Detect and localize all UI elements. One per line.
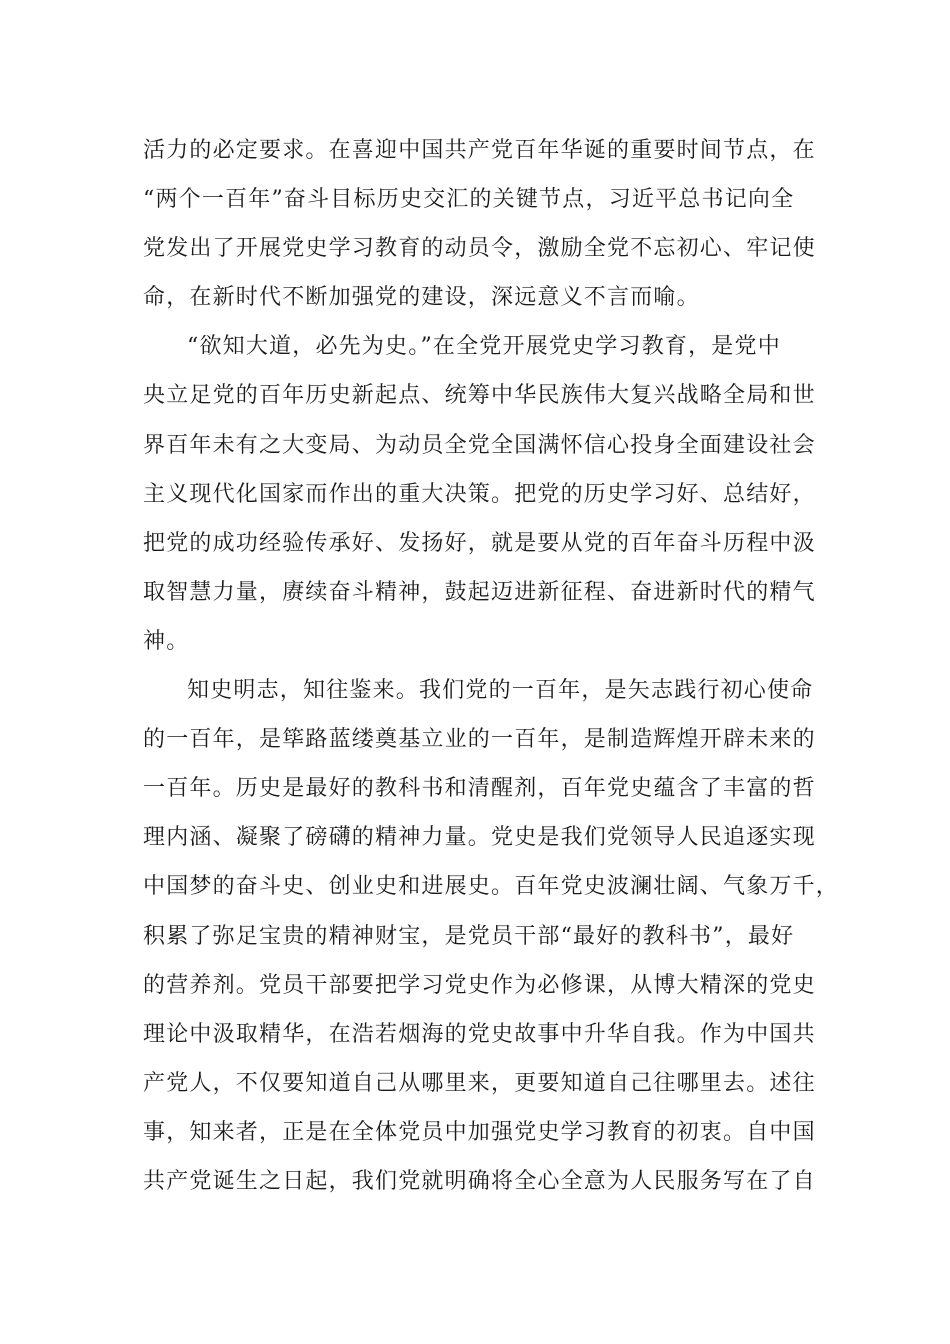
- text-line: 党发出了开展党史学习教育的动员令，激励全党不忘初心、牢记使: [143, 236, 816, 262]
- text-line: 中国梦的奋斗史、创业史和进展史。百年党史波澜壮阔、气象万千，: [143, 874, 840, 900]
- text-line: 积累了弥足宝贵的精神财宝，是党员干部“最好的教科书”，最好: [143, 923, 795, 949]
- text-line: 央立足党的百年历史新起点、统筹中华民族伟大复兴战略全局和世: [143, 383, 816, 409]
- text-line: 界百年未有之大变局、为动员全党全国满怀信心投身全面建设社会: [143, 432, 816, 458]
- text-line: 命，在新时代不断加强党的建设，深远意义不言而喻。: [143, 285, 700, 311]
- text-line: 一百年。历史是最好的教科书和清醒剂，百年党史蕴含了丰富的哲: [143, 776, 816, 802]
- text-line: 产党人，不仅要知道自己从哪里来，更要知道自己往哪里去。述往: [143, 1070, 816, 1096]
- paragraph-first-line: “欲知大道，必先为史。”在全党开展党史学习教育，是党中: [187, 334, 781, 360]
- text-line: 事，知来者，正是在全体党员中加强党史学习教育的初衷。自中国: [143, 1119, 816, 1145]
- text-line: 取智慧力量，赓续奋斗精神，鼓起迈进新征程、奋进新时代的精气: [143, 579, 816, 605]
- body-text: [143, 126, 840, 1206]
- text-line: 理论中汲取精华，在浩若烟海的党史故事中升华自我。作为中国共: [143, 1021, 816, 1047]
- paragraph-first-line: 知史明志，知往鉴来。我们党的一百年，是矢志践行初心使命: [187, 678, 814, 704]
- text-line: 的营养剂。党员干部要把学习党史作为必修课，从博大精深的党史: [143, 972, 816, 998]
- text-line: 把党的成功经验传承好、发扬好，就是要从党的百年奋斗历程中汲: [143, 530, 816, 556]
- text-line: 共产党诞生之日起，我们党就明确将全心全意为人民服务写在了自: [143, 1168, 816, 1194]
- text-line: “两个一百年”奋斗目标历史交汇的关键节点，习近平总书记向全: [143, 187, 795, 213]
- text-line: 理内涵、凝聚了磅礴的精神力量。党史是我们党领导人民追逐实现: [143, 825, 816, 851]
- text-line: 的一百年，是筚路蓝缕奠基立业的一百年，是制造辉煌开辟未来的: [143, 727, 816, 753]
- text-line: 主义现代化国家而作出的重大决策。把党的历史学习好、总结好，: [143, 481, 816, 507]
- text-line: 活力的必定要求。在喜迎中国共产党百年华诞的重要时间节点，在: [143, 138, 816, 163]
- text-line: 神。: [143, 628, 190, 654]
